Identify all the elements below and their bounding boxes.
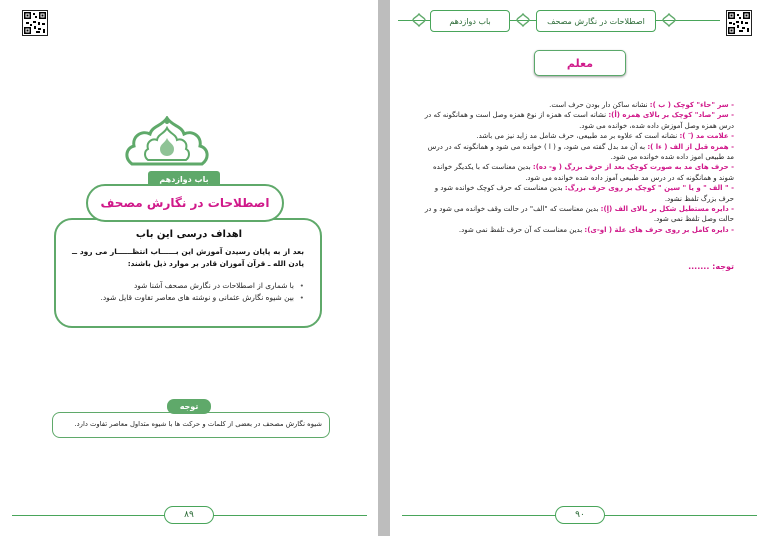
goals-list [72,280,304,304]
qr-code-icon [726,10,752,36]
page-number: ۸۹ [164,506,214,524]
ornament-crown-icon [122,116,212,168]
header-chapter: باب دوازدهم [430,10,510,32]
ornament-icon [662,13,676,27]
right-page [390,0,768,536]
chapter-label: باب دوازدهم [148,171,220,187]
list-item: - سر "حاء" کوچک ( ب ): نشانه ساکن دار بودن حرف است. [549,101,734,109]
list-item: - سر "صاد" کوچک بر بالای همزه (أ): نشانه است که همزه از نوع همزه وصل است و همانگونه که در درس همزه وصل آموزش داده شده، خوانده می شود. [424,111,734,130]
list-item: - " الف " و یا " سین " کوچک بر روی حرف بزرگ: بدین معناست که حرف کوچک خوانده شود و حرف بزرگ تلفظ نشود. [434,184,734,203]
qr-code-icon [22,10,48,36]
goals-title: اهداف درسی این باب [135,229,243,240]
page-gutter [378,0,390,536]
goals-intro: بعد از به پایان رسیدن آموزش این بــــــاب انتظــــــار می رود ــ یادن الله ـ قرآن آموزان قادر بر موارد ذیل باشند: [72,247,304,268]
note-line: توجه: ....... [688,262,734,271]
chapter-title: اصطلاحات در نگارش مصحف [86,184,284,222]
header-title: اصطلاحات در نگارش مصحف [536,10,656,32]
teacher-badge: معلم [534,50,626,76]
terms-list [424,100,734,235]
left-page [0,0,378,536]
note-label: توجه [167,399,211,414]
list-item: • با شماری از اصطلاحات در نگارش مصحف آشنا شود [72,280,304,292]
note-text: شیوه نگارش مصحف در بعضی از کلمات و حرکت ها با شیوه متداول معاصر تفاوت دارد. [74,420,322,428]
list-item: - علامت مد ( ٓ ): نشانه است که علاوه بر مد طبیعی، حرف شامل مد زاید نیز می باشد. [476,132,734,141]
list-item: - همزه قبل از الف ( ءا ): به آن مد بدل گفته می شود، و ( ا ) خوانده می شود و همانگونه که در درس مد طبیعی اموز داده شده خوانده می شود. [427,142,734,162]
list-item: - دایره کامل بر روی حرف های علة ( او-ی): بدین معناست که آن حرف تلفظ نمی شود. [458,225,734,234]
page-number: ۹۰ [555,506,605,524]
list-item: - دایره مستطیل شکل بر بالای الف (اٍ): بدین معناست که "الف" در حالت وقف خوانده می شود و در حالت وصل تلفظ نمی شود. [424,205,734,224]
ornament-icon [516,13,530,27]
list-item: - حرف های مد به صورت کوچک بعد از حرف بزرگ ( و- ده): بدین معناست که با یکدیگر خوانده شوند و همانگونه که در درس مد طبیعی آموز داده شده خوانده می شود. [433,163,734,182]
ornament-icon [412,13,426,27]
list-item: • بین شیوه نگارش عثمانی و نوشته های معاصر تفاوت قایل شود. [72,292,304,304]
